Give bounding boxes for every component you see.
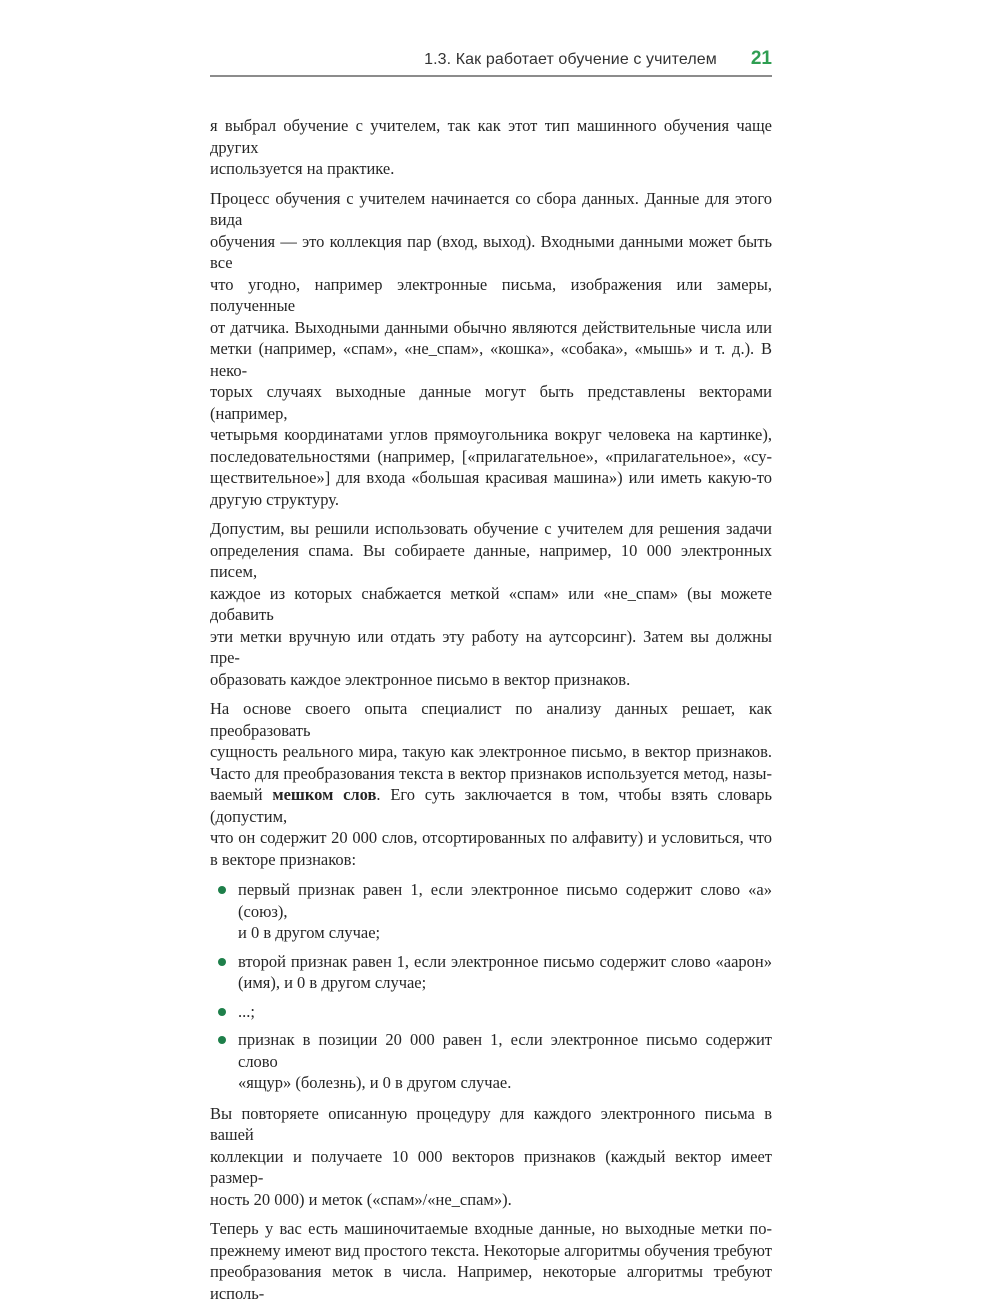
bullet-marker-icon <box>218 886 226 894</box>
header-rule <box>210 75 772 77</box>
bullet-text-4: признак в позиции 20 000 равен 1, если электронное письмо содержит слово «ящур» (болезнь), и 0 в другом случае. <box>238 1030 772 1092</box>
paragraph-4: На основе своего опыта специалист по анализу данных решает, как преобразовать сущность реального мира, такую как электронное письмо, в вектор признаков. Часто для преобразования текста в вектор признаков используется метод, назы- ваемый мешком слов. Его суть заключается в том, чтобы взять словарь (допустим, что он содержит 20 000 слов, отсортированных по алфавиту) и условиться, что в векторе признаков: <box>210 699 772 869</box>
bullet-item-4 <box>210 1029 772 1094</box>
bullet-item-3 <box>210 1001 772 1023</box>
bullet-marker-icon <box>218 958 226 966</box>
bullet-marker-icon <box>218 1008 226 1016</box>
bullet-item-1 <box>210 879 772 944</box>
bullet-text-2: второй признак равен 1, если электронное письмо содержит слово «аарон» (имя), и 0 в другом случае; <box>238 951 772 992</box>
page-content <box>210 48 772 1312</box>
page-number: 21 <box>750 48 772 69</box>
paragraph-5: Вы повторяете описанную процедуру для каждого электронного письма в вашей коллекции и получаете 10 000 векторов признаков (каждый вектор имеет размер- ность 20 000) и меток («спам»/«не_спам»). <box>210 1103 772 1209</box>
paragraph-6: Теперь у вас есть машиночитаемые входные данные, но выходные метки по- прежнему имеют вид простого текста. Некоторые алгоритмы обучения требуют преобразования меток в числа. Например, некоторые алгоритмы требуют исполь- <box>210 1219 772 1303</box>
bullet-marker-icon <box>218 1036 226 1044</box>
paragraph-1: я выбрал обучение с учителем, так как этот тип машинного обучения чаще других используется на практике. <box>210 116 772 178</box>
feature-bullet-list <box>210 879 772 1094</box>
running-head <box>210 48 772 70</box>
body-text <box>210 115 772 1304</box>
bullet-item-2 <box>210 951 772 994</box>
paragraph-3: Допустим, вы решили использовать обучение с учителем для решения задачи определения спама. Вы собираете данные, например, 10 000 электронных писем, каждое из которых снабжается меткой «спам» или «не_спам» (вы можете добавить эти метки вручную или отдать эту работу на аутсорсинг). Затем вы должны пре- образовать каждое электронное письмо в вектор признаков. <box>210 519 772 689</box>
paragraph-2: Процесс обучения с учителем начинается со сбора данных. Данные для этого вида обучения — это коллекция пар (вход, выход). Входными данными может быть все что угодно, например электронные письма, изображения или замеры, полученные от датчика. Выходными данными обычно являются действительные числа или метки (например, «спам», «не_спам», «кошка», «собака», «мышь» и т. д.). В неко- торых случаях выходные данные могут быть представлены векторами (например, четырьмя координатами углов прямоугольника вокруг человека на картинке), последовательностями (например, [«прилагательное», «прилагательное», «су- ществительное»] для входа «большая красивая машина») или иметь какую-то другую структуру. <box>210 188 772 509</box>
bullet-text-1: первый признак равен 1, если электронное письмо содержит слово «а» (союз), и 0 в другом случае; <box>238 880 772 942</box>
section-title: 1.3. Как работает обучение с учителем <box>424 51 717 68</box>
bullet-text-3: ...; <box>238 1001 255 1021</box>
